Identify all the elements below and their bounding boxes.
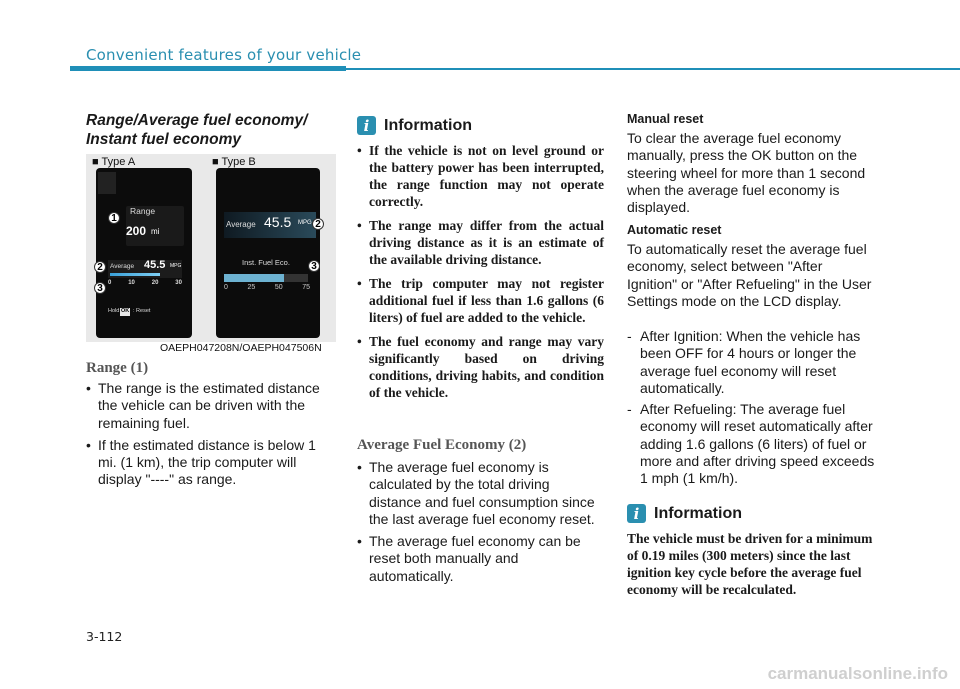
range-unit: mi <box>151 227 160 236</box>
callout-3-a: 3 <box>94 282 106 294</box>
callout-2-b: 2 <box>312 218 324 230</box>
cluster-display-type-a <box>96 168 192 338</box>
cluster-figure: ■ Type A ■ Type B Range 200 mi Average 45.5 MPG 0 10 20 30 Hold OK : Reset Average 45.5 MPG Inst. Fuel Eco. 0 25 50 75 1 2 3 2 3 <box>86 154 336 342</box>
manual-reset-heading: Manual reset <box>627 112 704 126</box>
average-unit-b: MPG <box>298 220 312 226</box>
list-item: - After Ignition: When the vehicle has been OFF for 4 hours or longer the average fuel economy will reset automatically. <box>627 328 877 397</box>
page-number: 3-112 <box>86 629 123 644</box>
figure-caption: OAEPH047208N/OAEPH047506N <box>160 342 322 354</box>
header-rule-thick <box>70 66 346 71</box>
scale-b: 0 25 50 75 <box>224 284 310 291</box>
range-bullets <box>86 380 338 494</box>
average-unit-a: MPG <box>170 263 182 269</box>
list-item: • If the vehicle is not on level ground or the battery power has been interrupted, the range function may not operate correctly. <box>357 142 604 210</box>
info-title: Information <box>384 116 472 134</box>
range-label: Range <box>130 206 156 216</box>
average-label-b: Average <box>226 220 256 229</box>
list-item: • The fuel economy and range may vary significantly based on driving conditions, driving habits, and condition of the vehicle. <box>357 333 604 401</box>
hold-label: Hold <box>108 308 120 314</box>
range-heading: Range (1) <box>86 360 149 376</box>
inst-fuel-label: Inst. Fuel Eco. <box>242 258 290 267</box>
info-box-header <box>357 116 472 135</box>
callout-3-b: 3 <box>308 260 320 272</box>
section-header: Convenient features of your vehicle <box>86 46 362 64</box>
callout-2-a: 2 <box>94 261 106 273</box>
list-item: - After Refueling: The average fuel economy will reset automatically after adding 1.6 gallons (6 liters) of fuel or more and after driving speed exceeds 1 mph (1 km/h). <box>627 401 877 487</box>
automatic-reset-text: To automatically reset the average fuel economy, select between "After Ignition" or "After Refueling" in the User Settings mode on the LCD display. <box>627 241 872 309</box>
cluster-display-type-b <box>216 168 320 338</box>
callout-1: 1 <box>108 212 120 224</box>
average-value-b: 45.5 <box>264 214 292 230</box>
page-title: Range/Average fuel economy/ Instant fuel economy <box>86 112 308 148</box>
list-item: • The range may differ from the actual driving distance as it is an estimate of the available driving distance. <box>357 217 604 268</box>
average-value-a: 45.5 <box>144 259 166 271</box>
fuel-pump-icon <box>98 172 116 194</box>
ok-label: OK <box>121 308 130 314</box>
info-icon: i <box>357 116 376 135</box>
list-item: • If the estimated distance is below 1 mi. (1 km), the trip computer will display "----" as range. <box>86 437 338 489</box>
scale-a: 0 10 20 30 <box>108 280 182 286</box>
list-item: • The average fuel economy can be reset both manually and automatically. <box>357 533 604 585</box>
list-item: • The range is the estimated distance the vehicle can be driven with the remaining fuel. <box>86 380 338 432</box>
average-bullets <box>357 459 604 590</box>
info-title-2: Information <box>654 504 742 522</box>
list-item: • The average fuel economy is calculated by the total driving distance and fuel consumption since the last average fuel economy reset. <box>357 459 604 528</box>
watermark: carmanualsonline.info <box>767 664 948 683</box>
type-b-label: Type B <box>221 156 256 168</box>
manual-reset-text: To clear the average fuel economy manually, press the OK button on the steering wheel for more than 1 second when the average fuel economy is displayed. <box>627 130 866 216</box>
info-box-header-2 <box>627 504 742 523</box>
header-rule-thin <box>346 68 960 70</box>
range-value: 200 <box>126 224 147 238</box>
automatic-reset-items <box>627 328 877 492</box>
average-heading: Average Fuel Economy (2) <box>357 437 527 453</box>
type-a-label: Type A <box>101 156 136 168</box>
automatic-reset-heading: Automatic reset <box>627 223 722 237</box>
average-label-a: Average <box>110 263 135 270</box>
reset-label: : Reset <box>133 308 151 314</box>
info-text: The vehicle must be driven for a minimum of 0.19 miles (300 meters) since the last ignition key cycle before the average fuel economy will be recalculated. <box>627 531 873 597</box>
info-icon: i <box>627 504 646 523</box>
info-bullets <box>357 142 604 408</box>
list-item: • The trip computer may not register additional fuel if less than 1.6 gallons (6 liters) of fuel are added to the vehicle. <box>357 275 604 326</box>
